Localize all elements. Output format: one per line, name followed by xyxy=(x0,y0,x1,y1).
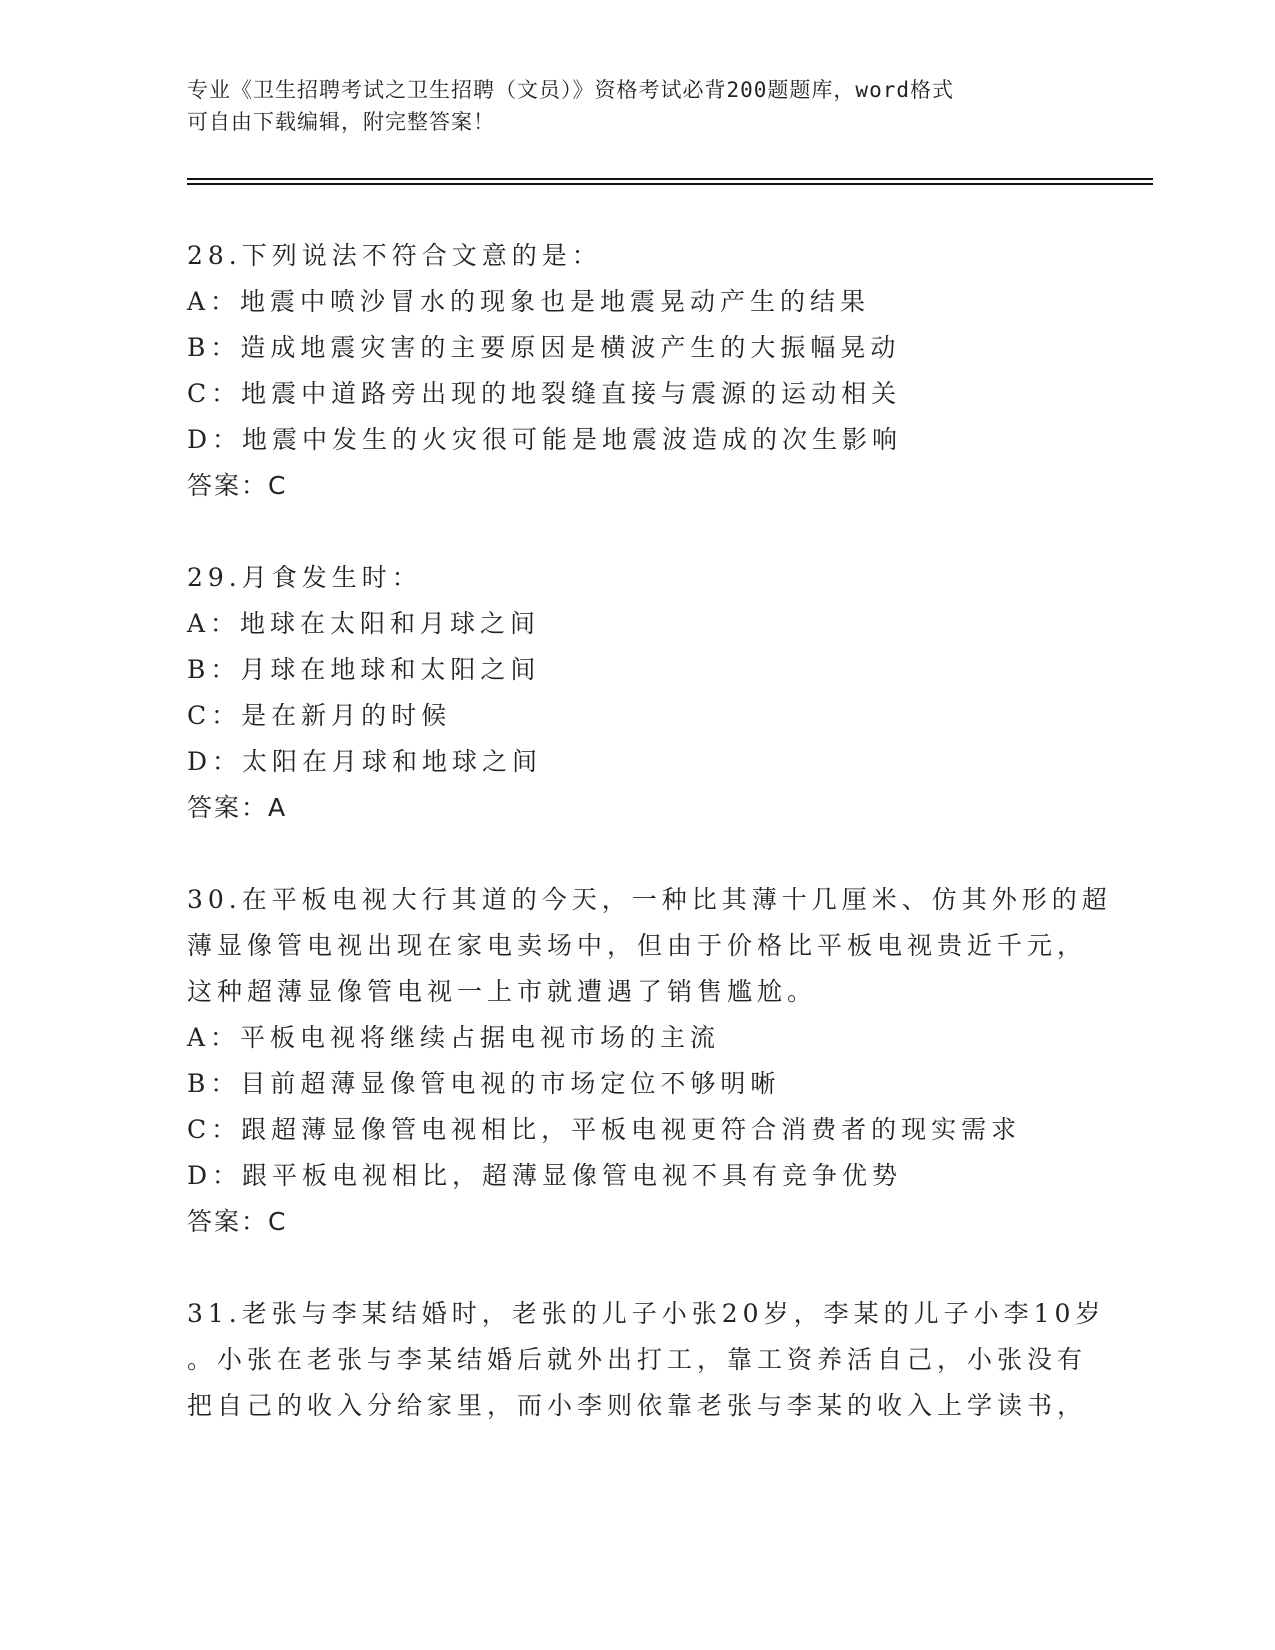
question-stem-line-1: 30.在平板电视大行其道的今天，一种比其薄十几厘米、仿其外形的超 xyxy=(187,885,1112,914)
option-d: D：跟平板电视相比，超薄显像管电视不具有竞争优势 xyxy=(187,1161,903,1190)
question-list xyxy=(187,233,1112,1475)
question-28 xyxy=(187,233,1087,509)
header-line-1: 专业《卫生招聘考试之卫生招聘（文员）》资格考试必背200题题库，word格式 xyxy=(187,78,954,102)
answer: 答案：A xyxy=(187,793,288,822)
header-line-2: 可自由下载编辑，附完整答案！ xyxy=(187,110,495,134)
question-stem-line-3: 这种超薄显像管电视一上市就遭遇了销售尴尬。 xyxy=(187,977,818,1006)
option-a: A：平板电视将继续占据电视市场的主流 xyxy=(187,1023,721,1052)
option-c: C：地震中道路旁出现的地裂缝直接与震源的运动相关 xyxy=(187,379,902,408)
header-rule-bottom xyxy=(187,183,1153,185)
question-stem: 28.下列说法不符合文意的是： xyxy=(187,241,602,270)
question-stem-line-3: 把自己的收入分给家里，而小李则依靠老张与李某的收入上学读书， xyxy=(187,1391,1088,1420)
option-c: C：跟超薄显像管电视相比，平板电视更符合消费者的现实需求 xyxy=(187,1115,1022,1144)
document-header xyxy=(187,74,1087,138)
answer: 答案：C xyxy=(187,1207,288,1236)
option-c: C：是在新月的时候 xyxy=(187,701,452,730)
question-stem-line-1: 31.老张与李某结婚时，老张的儿子小张20岁，李某的儿子小李10岁 xyxy=(187,1299,1106,1328)
question-30 xyxy=(187,877,1112,1245)
answer: 答案：C xyxy=(187,471,288,500)
question-stem: 29.月食发生时： xyxy=(187,563,422,592)
question-stem-line-2: 薄显像管电视出现在家电卖场中，但由于价格比平板电视贵近千元， xyxy=(187,931,1088,960)
option-b: B：月球在地球和太阳之间 xyxy=(187,655,541,684)
option-d: D：地震中发生的火灾很可能是地震波造成的次生影响 xyxy=(187,425,903,454)
question-29 xyxy=(187,555,1087,831)
question-stem-line-2: 。小张在老张与李某结婚后就外出打工，靠工资养活自己，小张没有 xyxy=(187,1345,1088,1374)
option-a: A：地震中喷沙冒水的现象也是地震晃动产生的结果 xyxy=(187,287,871,316)
option-b: B：造成地震灾害的主要原因是横波产生的大振幅晃动 xyxy=(187,333,901,362)
question-31 xyxy=(187,1291,1106,1429)
option-a: A：地球在太阳和月球之间 xyxy=(187,609,541,638)
option-d: D：太阳在月球和地球之间 xyxy=(187,747,543,776)
header-rule-top xyxy=(187,178,1153,180)
option-b: B：目前超薄显像管电视的市场定位不够明晰 xyxy=(187,1069,781,1098)
